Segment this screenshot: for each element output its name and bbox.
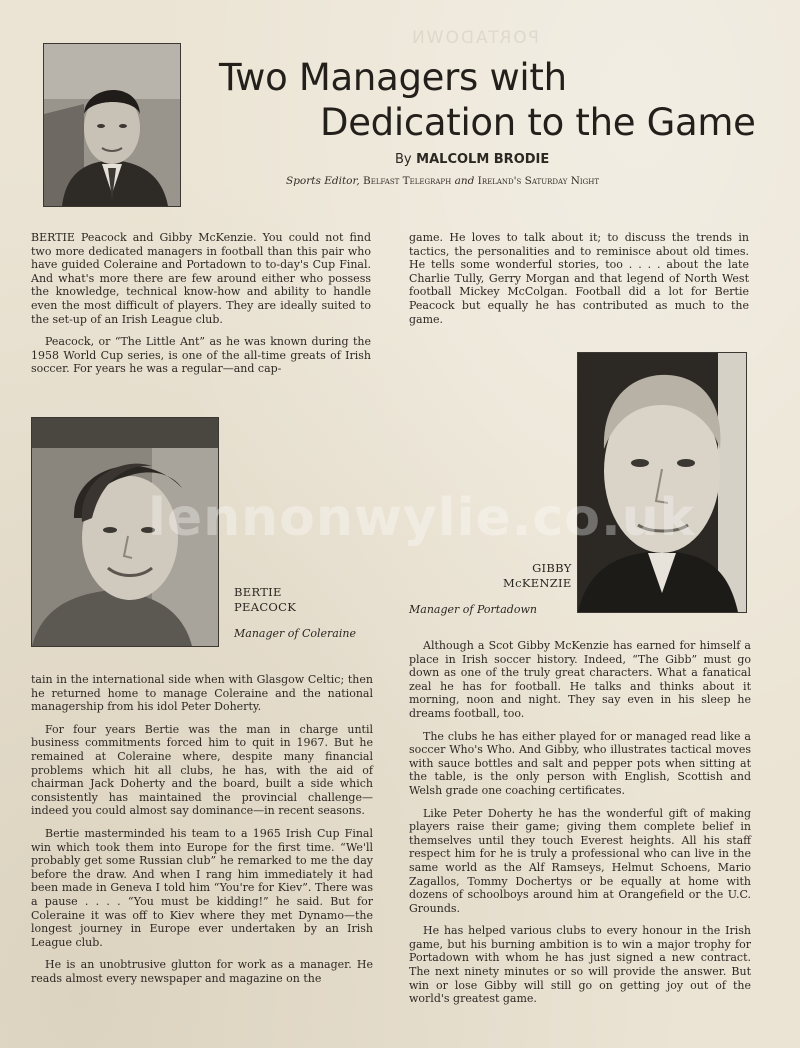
caption-surname: PEACOCK	[234, 600, 297, 614]
paragraph: Bertie masterminded his team to a 1965 Irish Cup Final win which took them into Europe for the first time. “We'll probably get some Russian club” he remarked to me the day before the draw. And when I rang him immediately it had been made in Geneva I told him “You're for Kiev”. There was a pause . . . . “You must be kidding!” he said. But for Coleraine it was off to Kiev where they met Dynamo—the longest journey in Europe ever undertaken by an Irish League club.	[31, 826, 373, 949]
byline-prefix: By	[395, 152, 412, 167]
mckenzie-caption-role: Manager of Portadown	[409, 603, 537, 616]
author-credit	[286, 175, 599, 187]
article-column-1-top	[31, 231, 371, 385]
paragraph: BERTIE Peacock and Gibby McKenzie. You could not find two more dedicated managers in football than this pair who have guided Coleraine and Portadown to to-day's Cup Final. And what's more there are few around either who possess the knowledge, technical know-how and ability to handle even the most difficult of players. They are ideally suited to the set-up of an Irish League club.	[31, 231, 371, 326]
peacock-caption-role: Manager of Coleraine	[234, 627, 356, 640]
caption-first-name: BERTIE	[234, 585, 282, 599]
paragraph: Peacock, or “The Little Ant” as he was known during the 1958 World Cup series, is one of the all-time greats of Irish soccer. For years he was a regular—and cap-	[31, 335, 371, 376]
article-column-2-top	[409, 231, 749, 335]
paragraph: He is an unobtrusive glutton for work as a manager. He reads almost every newspaper and magazine on the	[31, 958, 373, 985]
paragraph: Although a Scot Gibby McKenzie has earned for himself a place in Irish soccer history. Indeed, “The Gibb” must go down as one of the truly great characters. What a fanatical zeal he has for football. He talks and thinks about it morning, noon and night. They say even in his sleep he dreams football, too.	[409, 639, 751, 720]
paragraph: The clubs he has either played for or managed read like a soccer Who's Who. And Gibby, who illustrates tactical moves with sauce bottles and salt and pepper pots when sitting at the table, is the only person with English, Scottish and Welsh grade one coaching certificates.	[409, 729, 751, 797]
peacock-caption-name	[234, 585, 296, 615]
byline	[395, 152, 549, 167]
caption-first-name: GIBBY	[532, 561, 572, 575]
article-column-2-bottom	[409, 639, 751, 1015]
article-title-line-1: Two Managers with	[219, 56, 567, 99]
watermark: lennonwylie.co.uk	[148, 488, 696, 548]
author-role: Sports Editor,	[286, 175, 360, 187]
paragraph: tain in the international side when with Glasgow Celtic; then he returned home to manage Coleraine and the national managership from his idol Peter Doherty.	[31, 673, 373, 714]
paragraph: Like Peter Doherty he has the wonderful gift of making players raise their game; giving them complete belief in themselves until they touch Everest heights. All his staff respect him for he is truly a professional who can live in the same world as the Alf Ramseys, Helmut Schoens, Mario Zagallos, Tommy Dochertys or be equally at home with dozens of schoolboys around him at Orangefield or the U.C. Grounds.	[409, 806, 751, 915]
show-through-text: PORTADOWN	[410, 28, 539, 48]
newspaper-1: Belfast Telegraph	[363, 175, 452, 187]
mckenzie-photo	[577, 352, 747, 613]
article-title-line-2: Dedication to the Game	[320, 101, 756, 144]
newspaper-2: Ireland's Saturday Night	[477, 175, 600, 187]
paragraph: game. He loves to talk about it; to discuss the trends in tactics, the personalities and to reminisce about old times. He tells some wonderful stories, too . . . . about the late Charlie Tully, Gerry Morgan and that legend of North West football Mickey McColgan. Football did a lot for Bertie Peacock but equally he has contributed as much to the game.	[409, 231, 749, 326]
author-name: MALCOLM BRODIE	[416, 152, 550, 167]
author-photo	[43, 43, 181, 207]
mckenzie-caption-name	[503, 561, 572, 591]
article-column-1-bottom	[31, 673, 373, 994]
paragraph: For four years Bertie was the man in charge until business commitments forced him to quit in 1967. But he remained at Coleraine where, despite many financial problems which hit all clubs, he has, with the aid of chairman Jack Doherty and the board, built a side which consistently has maintained the provincial challenge—indeed you could almost say dominance—in recent seasons.	[31, 722, 373, 818]
caption-surname: McKENZIE	[503, 576, 572, 590]
paragraph: He has helped various clubs to every honour in the Irish game, but his burning ambition is to win a major trophy for Portadown with whom he has just signed a new contract. The next ninety minutes or so will provide the answer. But win or lose Gibby will still go on getting joy out of the world's greatest game.	[409, 924, 751, 1006]
credit-and: and	[454, 175, 475, 187]
